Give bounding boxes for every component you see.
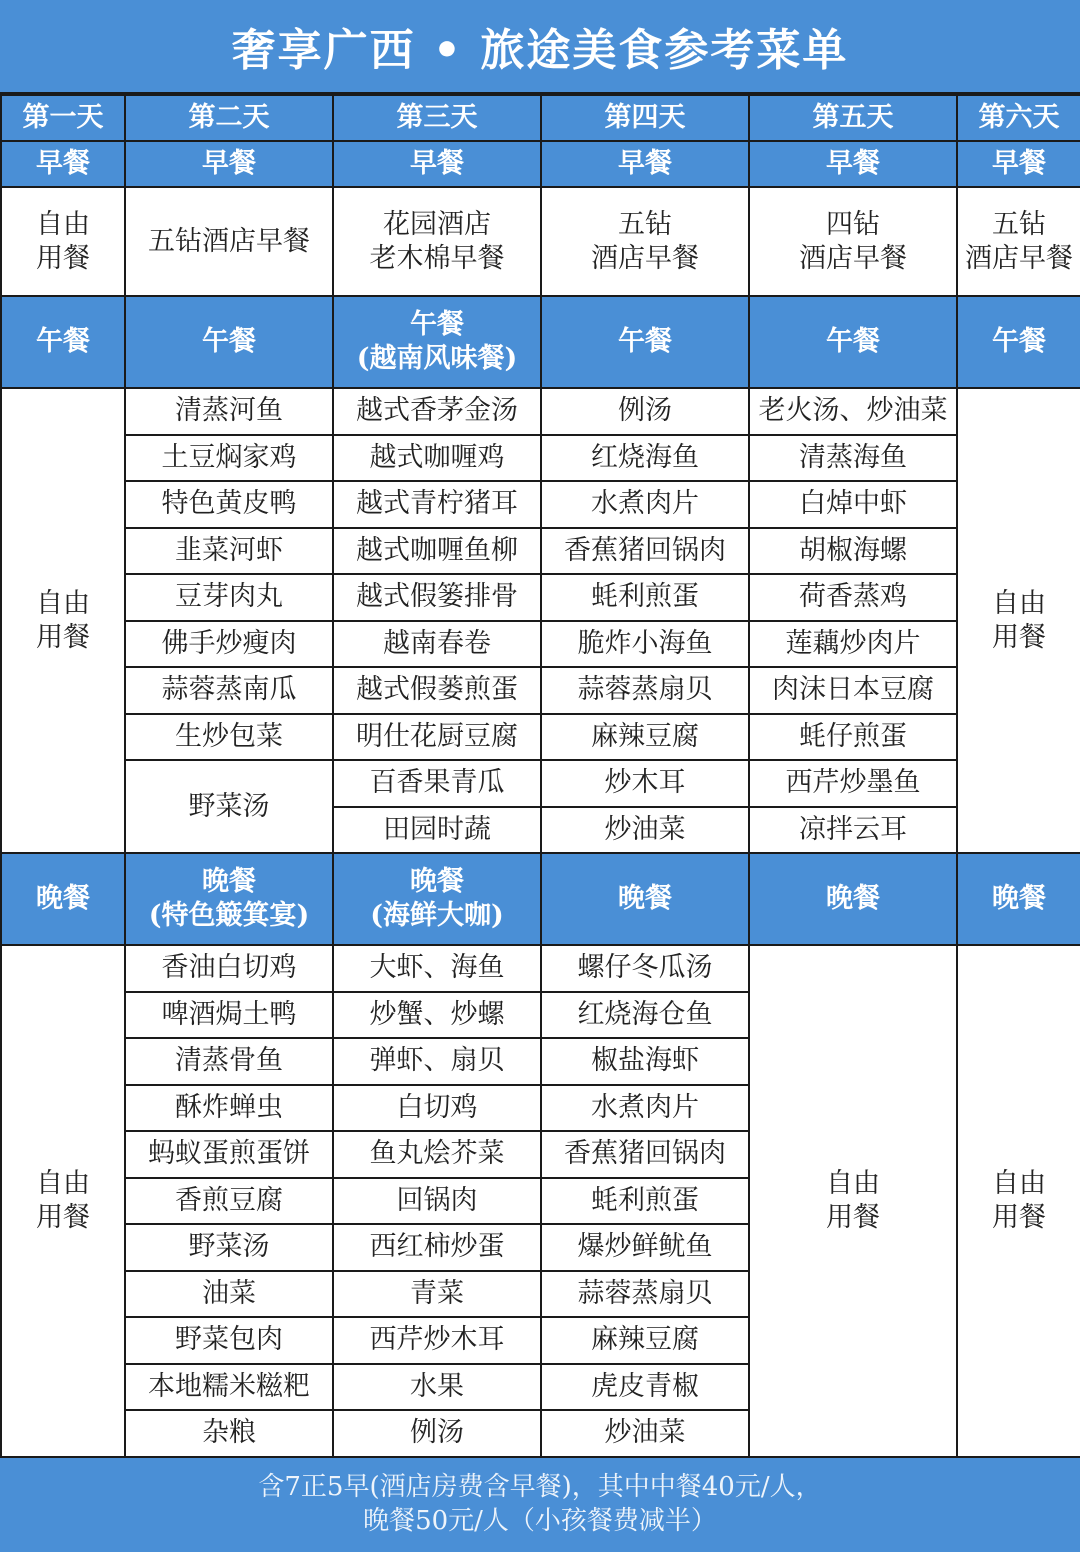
lunch-header-row [1, 296, 1080, 388]
lunch-dish: 越式青柠猪耳 [333, 481, 541, 528]
dinner-free-day1: 自由 用餐 [1, 945, 125, 1457]
breakfast-item: 四钻 酒店早餐 [749, 187, 957, 296]
dinner-header: 晚餐 [957, 853, 1080, 945]
lunch-header: 午餐 [1, 296, 125, 388]
dinner-dish: 蚝利煎蛋 [541, 1178, 749, 1225]
dinner-header: 晚餐 [749, 853, 957, 945]
lunch-dish: 生炒包菜 [125, 714, 333, 761]
dinner-free-day5: 自由 用餐 [749, 945, 957, 1457]
dinner-header: 晚餐 (特色簸箕宴) [125, 853, 333, 945]
dinner-dish: 本地糯米糍粑 [125, 1364, 333, 1411]
breakfast-items-row [1, 187, 1080, 296]
dinner-header: 晚餐 (海鲜大咖) [333, 853, 541, 945]
day-header: 第六天 [957, 95, 1080, 141]
dinner-row [1, 945, 1080, 992]
dinner-dish: 油菜 [125, 1271, 333, 1318]
lunch-row [1, 574, 1080, 621]
lunch-row [1, 528, 1080, 575]
lunch-dish: 炒木耳 [541, 760, 749, 807]
lunch-dish: 田园时蔬 [333, 807, 541, 854]
dinner-dish: 弹虾、扇贝 [333, 1038, 541, 1085]
dinner-dish: 例汤 [333, 1410, 541, 1457]
lunch-dish: 西芹炒墨鱼 [749, 760, 957, 807]
dinner-header: 晚餐 [541, 853, 749, 945]
lunch-dish: 例汤 [541, 388, 749, 435]
breakfast-header: 早餐 [125, 141, 333, 187]
lunch-dish: 白焯中虾 [749, 481, 957, 528]
breakfast-header-row [1, 141, 1080, 187]
lunch-dish: 蚝利煎蛋 [541, 574, 749, 621]
lunch-dish: 越南春卷 [333, 621, 541, 668]
dinner-dish: 香煎豆腐 [125, 1178, 333, 1225]
lunch-header: 午餐 [749, 296, 957, 388]
dinner-dish: 野菜汤 [125, 1224, 333, 1271]
lunch-header: 午餐 [125, 296, 333, 388]
lunch-dish: 野菜汤 [125, 760, 333, 853]
footer-line-1: 含7正5早(酒店房费含早餐)，其中中餐40元/人， [258, 1472, 822, 1503]
dinner-dish: 杂粮 [125, 1410, 333, 1457]
breakfast-header: 早餐 [957, 141, 1080, 187]
menu-table [0, 94, 1080, 1458]
lunch-dish: 香蕉猪回锅肉 [541, 528, 749, 575]
lunch-row [1, 714, 1080, 761]
lunch-row [1, 621, 1080, 668]
dinner-dish: 香蕉猪回锅肉 [541, 1131, 749, 1178]
day-header: 第一天 [1, 95, 125, 141]
lunch-dish: 豆芽肉丸 [125, 574, 333, 621]
page-title: 奢享广西 • 旅途美食参考菜单 [0, 0, 1080, 94]
footer-note [0, 1458, 1080, 1552]
breakfast-header: 早餐 [1, 141, 125, 187]
lunch-header: 午餐 [541, 296, 749, 388]
dinner-dish: 水果 [333, 1364, 541, 1411]
dinner-dish: 啤酒焗土鸭 [125, 992, 333, 1039]
lunch-dish: 越式咖喱鸡 [333, 435, 541, 482]
lunch-dish: 土豆焖家鸡 [125, 435, 333, 482]
day-header: 第三天 [333, 95, 541, 141]
lunch-dish: 韭菜河虾 [125, 528, 333, 575]
lunch-dish: 百香果青瓜 [333, 760, 541, 807]
dinner-dish: 大虾、海鱼 [333, 945, 541, 992]
lunch-free-day6: 自由 用餐 [957, 388, 1080, 853]
lunch-dish: 清蒸河鱼 [125, 388, 333, 435]
lunch-dish: 莲藕炒肉片 [749, 621, 957, 668]
dinner-header: 晚餐 [1, 853, 125, 945]
lunch-dish: 胡椒海螺 [749, 528, 957, 575]
lunch-dish: 脆炸小海鱼 [541, 621, 749, 668]
dinner-dish: 螺仔冬瓜汤 [541, 945, 749, 992]
dinner-dish: 回锅肉 [333, 1178, 541, 1225]
breakfast-item: 五钻 酒店早餐 [541, 187, 749, 296]
dinner-dish: 蒜蓉蒸扇贝 [541, 1271, 749, 1318]
day-header: 第五天 [749, 95, 957, 141]
lunch-dish: 蒜蓉蒸扇贝 [541, 667, 749, 714]
dinner-dish: 清蒸骨鱼 [125, 1038, 333, 1085]
breakfast-item: 五钻酒店早餐 [125, 187, 333, 296]
dinner-dish: 西芹炒木耳 [333, 1317, 541, 1364]
lunch-row [1, 435, 1080, 482]
lunch-dish: 清蒸海鱼 [749, 435, 957, 482]
lunch-dish: 凉拌云耳 [749, 807, 957, 854]
lunch-row [1, 667, 1080, 714]
breakfast-item: 五钻 酒店早餐 [957, 187, 1080, 296]
dinner-dish: 香油白切鸡 [125, 945, 333, 992]
dinner-dish: 西红柿炒蛋 [333, 1224, 541, 1271]
breakfast-header: 早餐 [541, 141, 749, 187]
dinner-header-row [1, 853, 1080, 945]
dinner-dish: 红烧海仓鱼 [541, 992, 749, 1039]
lunch-row [1, 388, 1080, 435]
lunch-dish: 蒜蓉蒸南瓜 [125, 667, 333, 714]
day-header: 第四天 [541, 95, 749, 141]
dinner-dish: 青菜 [333, 1271, 541, 1318]
lunch-dish: 老火汤、炒油菜 [749, 388, 957, 435]
dinner-dish: 爆炒鲜鱿鱼 [541, 1224, 749, 1271]
dinner-dish: 炒蟹、炒螺 [333, 992, 541, 1039]
lunch-dish: 麻辣豆腐 [541, 714, 749, 761]
day-header-row [1, 95, 1080, 141]
dinner-dish: 鱼丸烩芥菜 [333, 1131, 541, 1178]
dinner-dish: 蚂蚁蛋煎蛋饼 [125, 1131, 333, 1178]
dinner-dish: 野菜包肉 [125, 1317, 333, 1364]
lunch-free-day1: 自由 用餐 [1, 388, 125, 853]
lunch-dish: 明仕花厨豆腐 [333, 714, 541, 761]
dinner-dish: 炒油菜 [541, 1410, 749, 1457]
breakfast-header: 早餐 [749, 141, 957, 187]
lunch-dish: 水煮肉片 [541, 481, 749, 528]
dinner-dish: 酥炸蝉虫 [125, 1085, 333, 1132]
dinner-dish: 麻辣豆腐 [541, 1317, 749, 1364]
lunch-dish: 荷香蒸鸡 [749, 574, 957, 621]
footer-line-2: 晚餐50元/人（小孩餐费减半） [363, 1506, 717, 1536]
lunch-dish: 红烧海鱼 [541, 435, 749, 482]
lunch-dish: 越式香茅金汤 [333, 388, 541, 435]
lunch-header: 午餐 (越南风味餐) [333, 296, 541, 388]
day-header: 第二天 [125, 95, 333, 141]
dinner-free-day6: 自由 用餐 [957, 945, 1080, 1457]
lunch-dish: 佛手炒瘦肉 [125, 621, 333, 668]
lunch-header: 午餐 [957, 296, 1080, 388]
lunch-dish: 肉沫日本豆腐 [749, 667, 957, 714]
lunch-dish: 越式假蒌煎蛋 [333, 667, 541, 714]
lunch-dish: 炒油菜 [541, 807, 749, 854]
dinner-dish: 椒盐海虾 [541, 1038, 749, 1085]
lunch-row [1, 481, 1080, 528]
breakfast-header: 早餐 [333, 141, 541, 187]
lunch-dish: 特色黄皮鸭 [125, 481, 333, 528]
dinner-dish: 水煮肉片 [541, 1085, 749, 1132]
lunch-dish: 越式假篓排骨 [333, 574, 541, 621]
dinner-dish: 虎皮青椒 [541, 1364, 749, 1411]
dinner-dish: 白切鸡 [333, 1085, 541, 1132]
lunch-row [1, 760, 1080, 807]
lunch-dish: 蚝仔煎蛋 [749, 714, 957, 761]
lunch-dish: 越式咖喱鱼柳 [333, 528, 541, 575]
breakfast-item: 花园酒店 老木棉早餐 [333, 187, 541, 296]
breakfast-item: 自由 用餐 [1, 187, 125, 296]
